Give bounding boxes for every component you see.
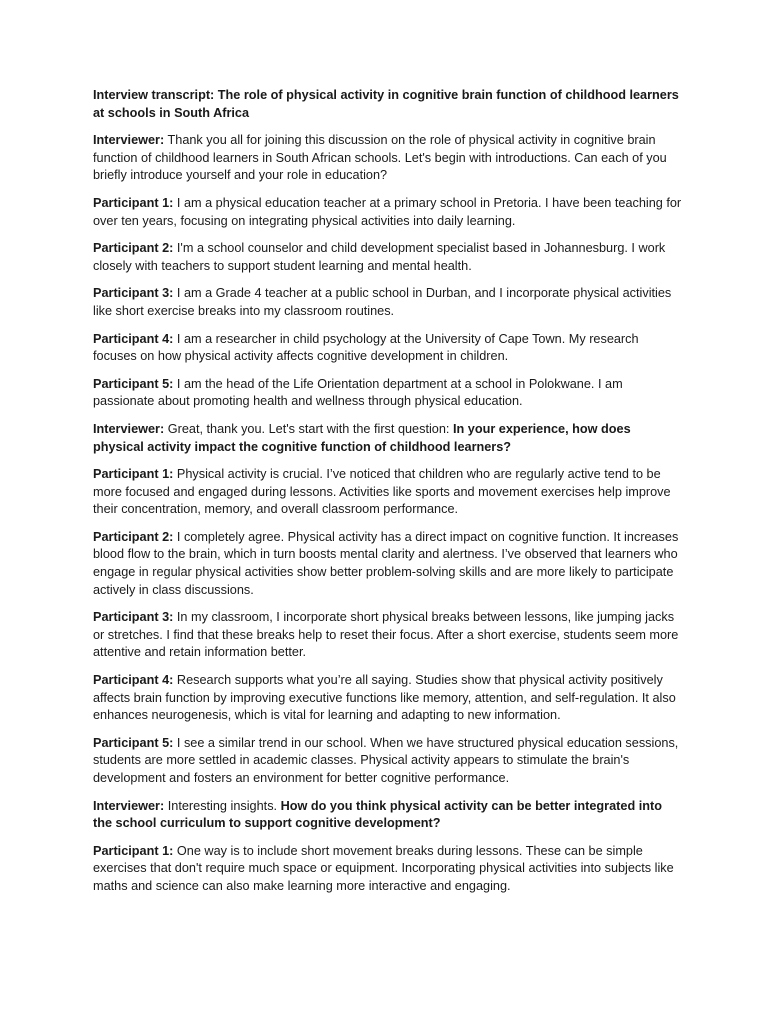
paragraph-text: I am the head of the Life Orientation department at a school in Polokwane. I am passionate about promoting health and wellness through physical education. — [93, 376, 623, 409]
paragraph-text: Interesting insights. — [167, 798, 278, 813]
transcript-paragraph — [93, 240, 683, 275]
transcript-paragraph — [93, 798, 683, 833]
transcript-paragraph — [93, 195, 683, 230]
speaker-label: Participant 5: — [93, 376, 174, 391]
transcript-paragraph — [93, 331, 683, 366]
transcript-paragraph — [93, 421, 683, 456]
speaker-label: Participant 2: — [93, 529, 174, 544]
transcript-paragraph — [93, 843, 683, 896]
transcript-paragraph — [93, 132, 683, 185]
paragraph-text: I completely agree. Physical activity has a direct impact on cognitive function. It increases blood flow to the brain, which in turn boosts mental clarity and alertness. I’ve observed that learners who engage in regular physical activities show better problem-solving skills and are more likely to participate actively in class discussions. — [93, 529, 679, 597]
paragraph-text: I am a physical education teacher at a primary school in Pretoria. I have been teaching for over ten years, focusing on integrating physical activities into daily learning. — [93, 195, 682, 228]
speaker-label: Participant 3: — [93, 610, 174, 625]
interview-question: How do you think physical activity can be better integrated into the school curriculum to support cognitive development? — [93, 798, 662, 831]
transcript-paragraph — [93, 529, 683, 599]
speaker-label: Participant 2: — [93, 241, 174, 256]
paragraph-text: Physical activity is crucial. I’ve noticed that children who are regularly active tend to be more focused and engaged during lessons. Activities like sports and movement exercises help improve their concentration, memory, and overall classroom performance. — [93, 467, 671, 517]
paragraph-text: Research supports what you’re all saying. Studies show that physical activity positively affects brain function by improving executive functions like memory, attention, and self-regulation. It also enhances neurogenesis, which is vital for learning and adapting to new information. — [93, 673, 676, 723]
interview-question: In your experience, how does physical activity impact the cognitive function of childhood learners? — [93, 421, 631, 454]
document-page — [93, 87, 683, 906]
speaker-label: Participant 5: — [93, 735, 174, 750]
speaker-label: Interviewer: — [93, 421, 165, 436]
paragraph-text: One way is to include short movement breaks during lessons. These can be simple exercises that don't require much space or equipment. Incorporating physical activities into subjects like maths and science can also make learning more interactive and engaging. — [93, 843, 674, 893]
speaker-label: Participant 1: — [93, 195, 174, 210]
paragraph-text: I see a similar trend in our school. When we have structured physical education sessions, students are more settled in academic classes. Physical activity appears to stimulate the brain's development and fosters an environment for better cognitive performance. — [93, 735, 679, 785]
speaker-label: Interviewer: — [93, 133, 165, 148]
paragraph-text: I am a Grade 4 teacher at a public school in Durban, and I incorporate physical activities like short exercise breaks into my classroom routines. — [93, 286, 672, 318]
transcript-paragraph — [93, 609, 683, 662]
speaker-label: Participant 3: — [93, 286, 174, 301]
document-title: Interview transcript: The role of physical activity in cognitive brain function of childhood learners at schools in South Africa — [93, 88, 679, 120]
transcript-paragraph — [93, 466, 683, 519]
paragraph-text: In my classroom, I incorporate short physical breaks between lessons, like jumping jacks or stretches. I find that these breaks help to reset their focus. After a short exercise, students seem more attentive and retain information better. — [93, 610, 679, 660]
speaker-label: Participant 1: — [93, 467, 174, 482]
transcript-paragraph — [93, 285, 683, 320]
transcript-paragraph — [93, 376, 683, 411]
speaker-label: Participant 4: — [93, 331, 174, 346]
transcript-paragraph — [93, 735, 683, 788]
transcript-paragraph — [93, 672, 683, 725]
speaker-label: Participant 1: — [93, 843, 174, 858]
speaker-label: Participant 4: — [93, 673, 174, 688]
speaker-label: Interviewer: — [93, 798, 165, 813]
paragraph-text: I'm a school counselor and child development specialist based in Johannesburg. I work closely with teachers to support student learning and mental health. — [93, 241, 666, 273]
paragraph-text: I am a researcher in child psychology at the University of Cape Town. My research focuses on how physical activity affects cognitive development in children. — [93, 331, 639, 364]
paragraph-text: Thank you all for joining this discussion on the role of physical activity in cognitive brain function of childhood learners in South African schools. Let's begin with introductions. Can each of you briefly introduce yourself and your role in education? — [93, 133, 667, 183]
paragraph-text: Great, thank you. Let's start with the first question: — [167, 421, 450, 436]
